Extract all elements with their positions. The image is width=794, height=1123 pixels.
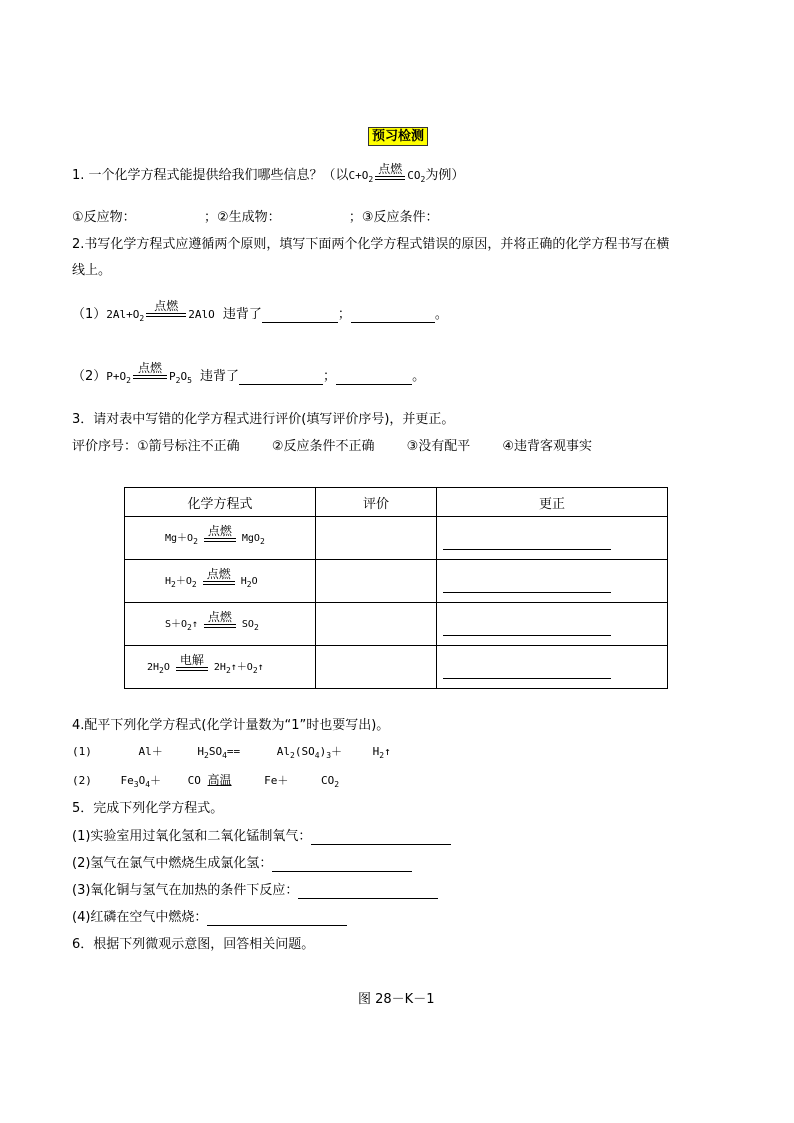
table-row [125,517,668,560]
header-correction: 更正 [437,488,668,517]
header-evaluation: 评价 [316,488,437,517]
q3-criterion-2: ②反应条件不正确 [271,439,375,454]
q2-item1-num: （1） [72,307,107,322]
row1-evaluation-cell[interactable] [316,517,437,560]
row2-evaluation-cell[interactable] [316,560,437,603]
q2-item2-right: $P_2O_5$ [168,370,192,386]
evaluation-table [124,487,668,689]
row4-evaluation-cell[interactable] [316,646,437,689]
table-row [125,646,668,689]
q5-item4-blank[interactable] [207,910,347,926]
q2-item2-blank-2[interactable] [336,369,412,385]
q2-item1-blank-2[interactable] [351,307,435,323]
row4-correction-line[interactable] [443,656,611,679]
q3-criterion-3: ③没有配平 [406,439,471,454]
q2-item1-violation-label: 违背了 [222,307,262,322]
q1-eq-left: $C+O_2$ [348,169,374,185]
q4-line2-condition: 高温 [207,773,232,787]
q4-line2-term-c: Fe＋ [264,774,289,787]
q5-item3-blank[interactable] [298,883,438,899]
q2-item2-violation-label: 违背了 [200,369,240,384]
q4-line2-term-d: $CO_2$ [321,774,340,790]
q6-text: 6．根据下列微观示意图，回答相关问题。 [72,937,315,952]
row3-evaluation-cell[interactable] [316,603,437,646]
q3-text: 3．请对表中写错的化学方程式进行评价(填写评价序号)，并更正。 [72,412,455,427]
title-badge: 预习检测 [368,127,428,146]
q4-line1-term-b: $H_2SO_4==$ [197,745,241,761]
q3-criteria-label: 评价序号： [72,439,138,454]
question-1 [72,164,464,186]
q4-line1-term-c: $Al_2(SO_4)_3+$ [276,745,343,761]
q2-item2-left: $P+O_2$ [106,370,131,386]
q1-suffix: 为例） [425,168,465,183]
q2-item1-condition: 点燃 [146,300,186,317]
q5-text: 5．完成下列化学方程式。 [72,801,224,816]
row4-correction-cell[interactable] [437,646,668,689]
q1-text: 1. 一个化学方程式能提供给我们哪些信息？（以 [72,168,349,183]
q4-line1-term-d: $H_2↑$ [372,745,391,761]
q4-line1-term-a: Al＋ [138,745,163,758]
row4-equation: $2H_2O$ 电解 $2H_2↑+O_2↑$ [125,646,316,689]
q2-item-2 [72,361,426,387]
q1-answer-reactants: ①反应物： [72,210,136,225]
q2-item2-num: （2） [72,369,107,384]
q2-item1-sep: ； [337,307,351,322]
q3-criterion-4: ④违背客观事实 [502,439,593,454]
row3-correction-line[interactable] [443,613,611,636]
q1-answers [72,206,439,225]
section-title [368,125,428,144]
q1-eq-right: $CO_2$ [407,169,426,185]
table-header-row [125,488,668,517]
row1-equation: $Mg+O_2$ 点燃 MgO$_2$ [125,517,316,560]
q2-item2-sep: ； [323,369,337,384]
q1-answer-products: ；②生成物： [203,210,281,225]
row1-correction-cell[interactable] [437,517,668,560]
q2-item1-blank-1[interactable] [262,307,338,323]
row2-correction-cell[interactable] [437,560,668,603]
q2-item2-blank-1[interactable] [239,369,323,385]
q4-text: 4.配平下列化学方程式(化学计量数为“1”时也要写出)。 [72,718,390,733]
row2-correction-line[interactable] [443,570,611,593]
row3-correction-cell[interactable] [437,603,668,646]
q2-item-1 [72,299,448,325]
q5-item-2: (2)氢气在氯气中燃烧生成氯化氢： [72,852,412,872]
q2-text-line2: 线上。 [72,263,112,278]
table-row [125,560,668,603]
q4-line2-term-a: $Fe_3O_4+$ [120,774,162,790]
q2-item1-left: $2Al+O_2$ [106,308,145,324]
q2-item1-end: 。 [434,307,448,322]
q4-line-2 [72,771,339,789]
q4-line-1 [72,743,391,760]
header-equation: 化学方程式 [125,488,316,517]
q4-line1-num: (1) [72,745,92,758]
table-row [125,603,668,646]
q4-line2-num: (2) [72,774,92,787]
q2-item1-right: 2AlO [188,308,215,321]
row3-equation: $S+O_2↑$ 点燃 $SO_2$ [125,603,316,646]
q2-item2-end: 。 [412,369,426,384]
q5-item-4: (4)红磷在空气中燃烧： [72,906,347,926]
row2-equation: $H_2+O_2$ 点燃 $H_2O$ [125,560,316,603]
q5-item2-blank[interactable] [272,856,412,872]
q5-item-3: (3)氧化铜与氢气在加热的条件下反应： [72,879,438,899]
q1-condition: 点燃 [375,163,405,180]
q2-text-line1: 2.书写化学方程式应遵循两个原则，填写下面两个化学方程式错误的原因，并将正确的化学方程书写在横 [72,237,670,252]
q1-answer-conditions: ；③反应条件： [348,210,439,225]
q3-criteria [72,435,592,454]
q5-item-1: (1)实验室用过氧化氢和二氧化锰制氧气： [72,825,451,845]
q3-criterion-1: ①箭号标注不正确 [137,439,240,454]
row1-correction-line[interactable] [443,527,611,550]
figure-caption: 图 28－K－1 [358,992,435,1007]
q2-item2-condition: 点燃 [133,362,167,379]
q4-line2-term-b: CO [187,774,201,787]
q5-item1-blank[interactable] [311,829,451,845]
